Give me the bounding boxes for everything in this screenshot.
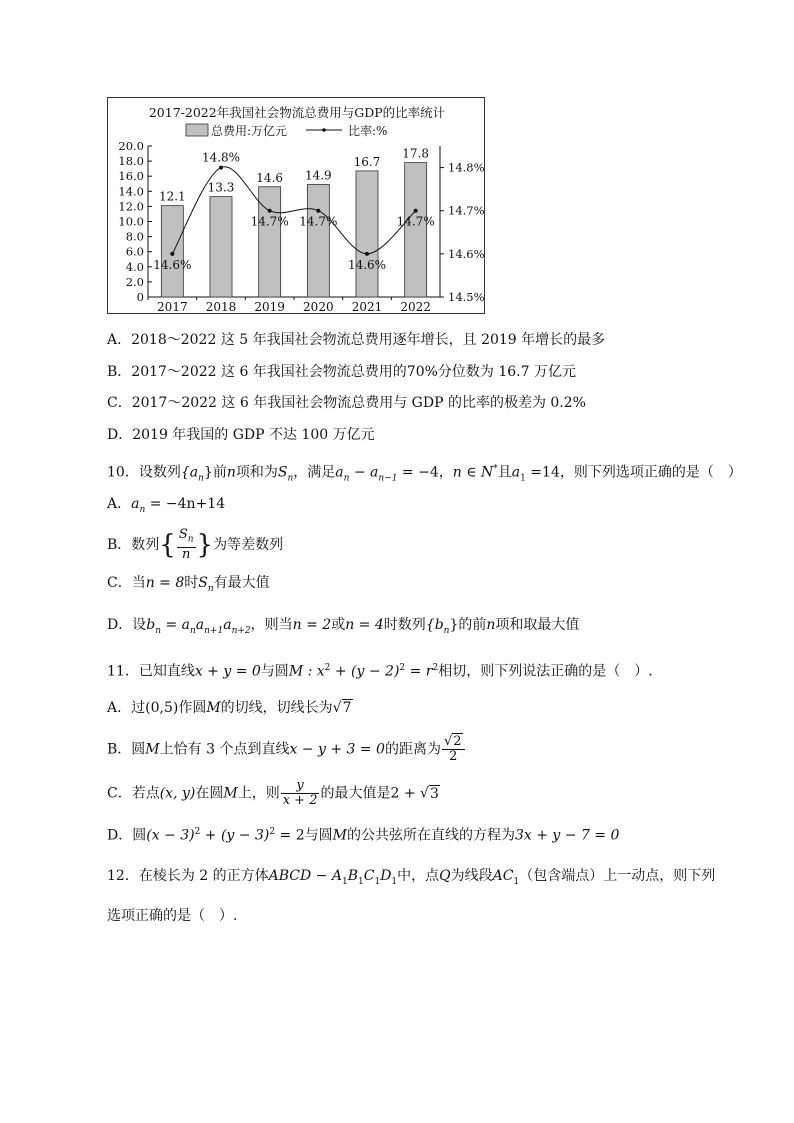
y-left-tick-label: 18.0 bbox=[118, 154, 144, 169]
ratio-value-label: 14.6% bbox=[153, 257, 192, 272]
y-left-tick-label: 8.0 bbox=[125, 229, 144, 244]
x-tick-label: 2018 bbox=[205, 300, 237, 314]
y-right-tick-label: 14.8% bbox=[448, 160, 485, 175]
q9-option-d: D．2019 年我国的 GDP 不达 100 万亿元 bbox=[107, 427, 375, 443]
q10-option-a: A．$a_n = -4n+14$ bbox=[107, 496, 226, 515]
q11-option-d: D．圆$(x - 3)^2 + (y - 3)^2 = 2$与圆M的公共弦所在直线的方程为3x + y − 7 = 0 bbox=[107, 827, 620, 844]
legend-line-marker bbox=[322, 128, 326, 132]
y-left-tick-label: 10.0 bbox=[118, 214, 144, 229]
ratio-point bbox=[268, 209, 272, 213]
q10-option-c: C．当n = 8时$S_n$有最大值 bbox=[107, 575, 270, 594]
ratio-value-label: 14.7% bbox=[250, 214, 289, 229]
ratio-value-label: 14.6% bbox=[347, 257, 387, 272]
q11-option-c: C．若点(x, y)在圆M上，则 $\frac{y}{x + 2}$ 的最大值是2 + √3 bbox=[107, 778, 439, 808]
y-right-tick-label: 14.6% bbox=[448, 246, 485, 261]
q11-option-b: B．圆M上恰有 3 个点到直线x − y + 3 = 0的距离为 $\frac{√2}{2}$ bbox=[107, 735, 466, 764]
q10-stem: 10．设数列$\{a_n\}$前n项和为$S_n$，满足$a_n - a_{n-1} = -4$，n ∈ N*且$a_1 =14$，则下列选项正确的是（ ） bbox=[107, 464, 742, 484]
ratio-point bbox=[414, 209, 418, 213]
y-right-tick-label: 14.5% bbox=[448, 290, 485, 304]
y-right-tick-label: 14.7% bbox=[448, 203, 485, 218]
chart-title: 2017-2022年我国社会物流总费用与GDP的比率统计 bbox=[148, 105, 446, 120]
x-tick-label: 2021 bbox=[351, 300, 383, 314]
bar bbox=[405, 163, 427, 297]
bar-value-label: 16.7 bbox=[353, 154, 381, 169]
q12-stem-line2: 选项正确的是（ ）. bbox=[107, 908, 238, 924]
q11-stem: 11．已知直线x + y = 0与圆M : $x^2 + (y - 2)^2 = r^2$相切，则下列说法正确的是（ ）. bbox=[107, 663, 653, 680]
bar-value-label: 17.8 bbox=[402, 146, 430, 161]
q11-option-a: A．过(0,5)作圆M的切线，切线长为√7 bbox=[107, 700, 352, 716]
y-left-tick-label: 16.0 bbox=[118, 169, 144, 184]
legend-line-label: 比率:% bbox=[348, 124, 388, 138]
x-tick-label: 2022 bbox=[400, 300, 431, 314]
legend-bar-swatch bbox=[186, 124, 208, 136]
bar bbox=[356, 171, 378, 297]
q12-stem-line1: 12．在棱长为 2 的正方体ABCD − $A_1B_1C_1D_1$中，点Q为线段$AC_1$（包含端点）上一动点，则下列 bbox=[107, 868, 716, 887]
q10-option-b: B．数列{ $\frac{S_n}{n}$ }为等差数列 bbox=[107, 527, 284, 562]
x-tick-label: 2020 bbox=[303, 300, 334, 314]
q9-option-c: C．2017～2022 这 6 年我国社会物流总费用与 GDP 的比率的极差为 0.2% bbox=[107, 395, 586, 411]
y-left-tick-label: 0 bbox=[136, 290, 144, 304]
ratio-value-label: 14.8% bbox=[201, 150, 241, 165]
y-left-tick-label: 12.0 bbox=[118, 199, 144, 214]
y-left-tick-label: 14.0 bbox=[118, 184, 144, 199]
bar bbox=[210, 197, 232, 297]
bar-value-label: 12.1 bbox=[158, 189, 186, 204]
legend-bar-label: 总费用:万亿元 bbox=[211, 124, 288, 138]
ratio-point bbox=[219, 166, 223, 170]
chart-svg bbox=[108, 98, 486, 315]
bar-value-label: 14.6 bbox=[256, 170, 284, 185]
q9-option-b: B．2017～2022 这 6 年我国社会物流总费用的70%分位数为 16.7 万亿元 bbox=[107, 364, 576, 380]
q10-option-d: D．设$b_n = a_na_{n+1}a_{n+2}$，则当n = 2或n = 4时数列$\{b_n\}$的前n项和取最大值 bbox=[107, 617, 580, 636]
x-tick-label: 2019 bbox=[254, 300, 285, 314]
ratio-value-label: 14.7% bbox=[396, 214, 435, 229]
bar bbox=[259, 187, 281, 297]
y-left-tick-label: 2.0 bbox=[125, 274, 144, 289]
bar bbox=[161, 206, 183, 297]
bar-value-label: 13.3 bbox=[207, 180, 235, 195]
ratio-point bbox=[170, 252, 174, 256]
ratio-line bbox=[172, 167, 415, 254]
ratio-value-label: 14.7% bbox=[299, 214, 338, 229]
bar bbox=[307, 185, 329, 297]
y-left-tick-label: 20.0 bbox=[118, 139, 144, 153]
ratio-point bbox=[365, 252, 369, 256]
x-tick-label: 2017 bbox=[157, 300, 188, 314]
bar-value-label: 14.9 bbox=[304, 168, 332, 183]
y-left-tick-label: 4.0 bbox=[125, 259, 144, 274]
y-left-tick-label: 6.0 bbox=[125, 244, 144, 259]
ratio-point bbox=[316, 209, 320, 213]
q9-option-a: A．2018～2022 这 5 年我国社会物流总费用逐年增长，且 2019 年增长的最多 bbox=[107, 332, 606, 348]
logistics-chart bbox=[107, 97, 485, 314]
